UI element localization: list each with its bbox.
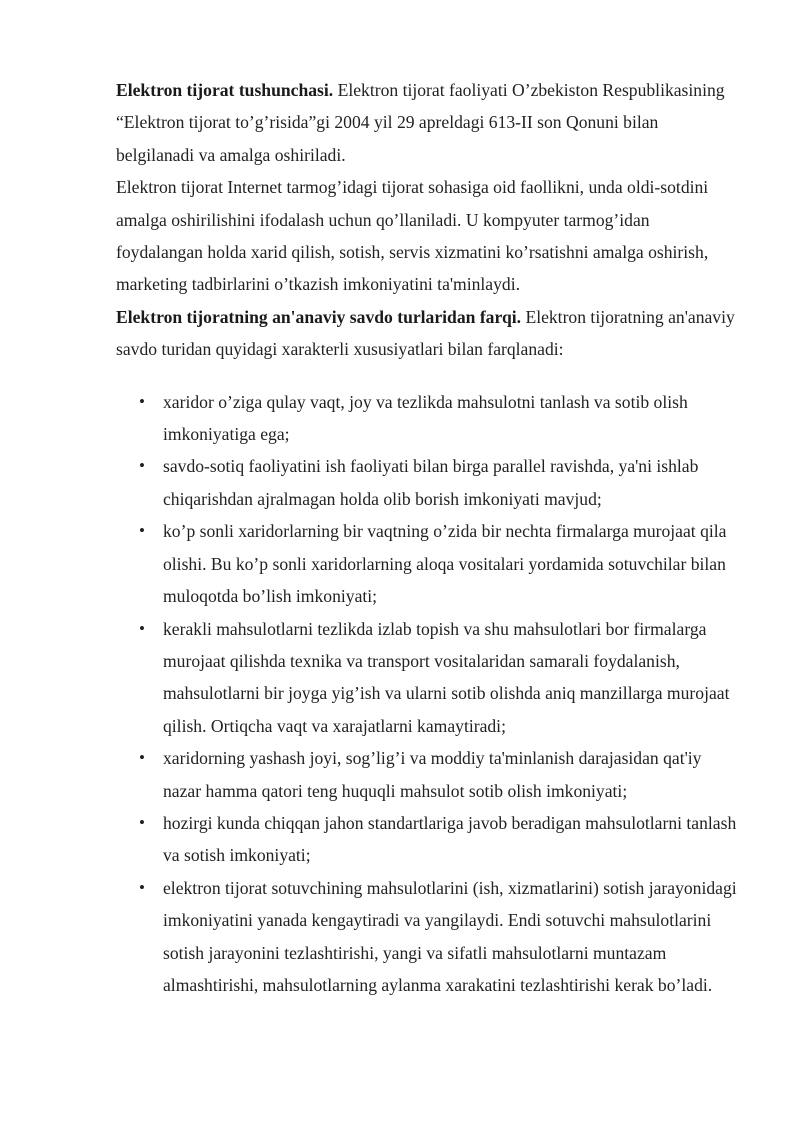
paragraph-internet (116, 171, 740, 301)
list-item (139, 450, 740, 515)
list-item (139, 807, 740, 872)
bullet-icon: • (139, 877, 145, 897)
bullet-icon: • (139, 812, 145, 832)
list-item-text: kerakli mahsulotlarni tezlikda izlab topish va shu mahsulotlari bor firmalarga murojaat qilishda texnika va transport vositalaridan samarali foydalanish, mahsulotlarni bir joyga yig’ish va ularni sotib olishda aniq manzillarga murojaat qilish. Ortiqcha vaqt va xarajatlarni kamaytiradi; (163, 618, 730, 736)
list-item-text: ko’p sonli xaridorlarning bir vaqtning o’zida bir nechta firmalarga murojaat qila olishi. Bu ko’p sonli xaridorlarning aloqa vositalari yordamida sotuvchilar bilan muloqotda bo’lish imkoniyati; (163, 521, 727, 607)
bullet-icon: • (139, 618, 145, 638)
heading-difference: Elektron tijoratning an'anaviy savdo turlaridan farqi. (116, 306, 522, 327)
list-item-text: hozirgi kunda chiqqan jahon standartlariga javob beradigan mahsulotlarni tanlash va sotish imkoniyati; (163, 812, 737, 866)
list-item-text: savdo-sotiq faoliyatini ish faoliyati bilan birga parallel ravishda, ya'ni ishlab chiqarishdan ajralmagan holda olib borish imkoniyati mavjud; (163, 456, 699, 509)
paragraph-text: Elektron tijoratning an'anaviy savdo turidan quyidagi xarakterli xususiyatlari bilan farqlanadi: (116, 306, 735, 360)
features-list (116, 386, 740, 1002)
list-item (139, 872, 740, 1002)
bullet-icon: • (139, 748, 145, 768)
bullet-icon: • (139, 456, 145, 476)
paragraph-text: Elektron tijorat faoliyati O’zbekiston Respublikasining “Elektron tijorat to’g’risida”gi 2004 yil 29 apreldagi 613-II son Qonuni bilan belgilanadi va amalga oshiriladi. (116, 80, 725, 165)
list-item (139, 742, 740, 807)
paragraph-text: Elektron tijorat Internet tarmog’idagi tijorat sohasiga oid faollikni, unda oldi-sotdini amalga oshirilishini ifodalash uchun qo’llaniladi. U kompyuter tarmog’idan foydalangan holda xarid qilish, sotish, servis xizmatini ko’rsatishni amalga oshirish, marketing tadbirlarini o’tkazish imkoniyatini ta'minlaydi. (116, 177, 709, 295)
list-item (139, 515, 740, 612)
paragraph-difference (116, 301, 740, 366)
paragraph-definition (116, 74, 740, 171)
bullet-icon: • (139, 391, 145, 411)
list-item-text: xaridorning yashash joyi, sog’lig’i va moddiy ta'minlanish darajasidan qat'iy nazar hamma qatori teng huquqli mahsulot sotib olish imkoniyati; (163, 748, 702, 801)
list-item-text: xaridor o’ziga qulay vaqt, joy va tezlikda mahsulotni tanlash va sotib olish imkoniyatiga ega; (163, 391, 688, 445)
bullet-icon: • (139, 521, 145, 541)
list-item (139, 386, 740, 451)
list-item (139, 613, 740, 743)
heading-definition: Elektron tijorat tushunchasi. (116, 80, 334, 100)
list-item-text: elektron tijorat sotuvchining mahsulotlarini (ish, xizmatlarini) sotish jarayonidagi imkoniyatini yanada kengaytiradi va yangilaydi. Endi sotuvchi mahsulotlarini sotish jarayonini tezlashtirishi, yangi va sifatli mahsulotlarni muntazam almashtirishi, mahsulotlarning aylanma xarakatini tezlashtirishi kerak bo’ladi. (163, 877, 737, 995)
